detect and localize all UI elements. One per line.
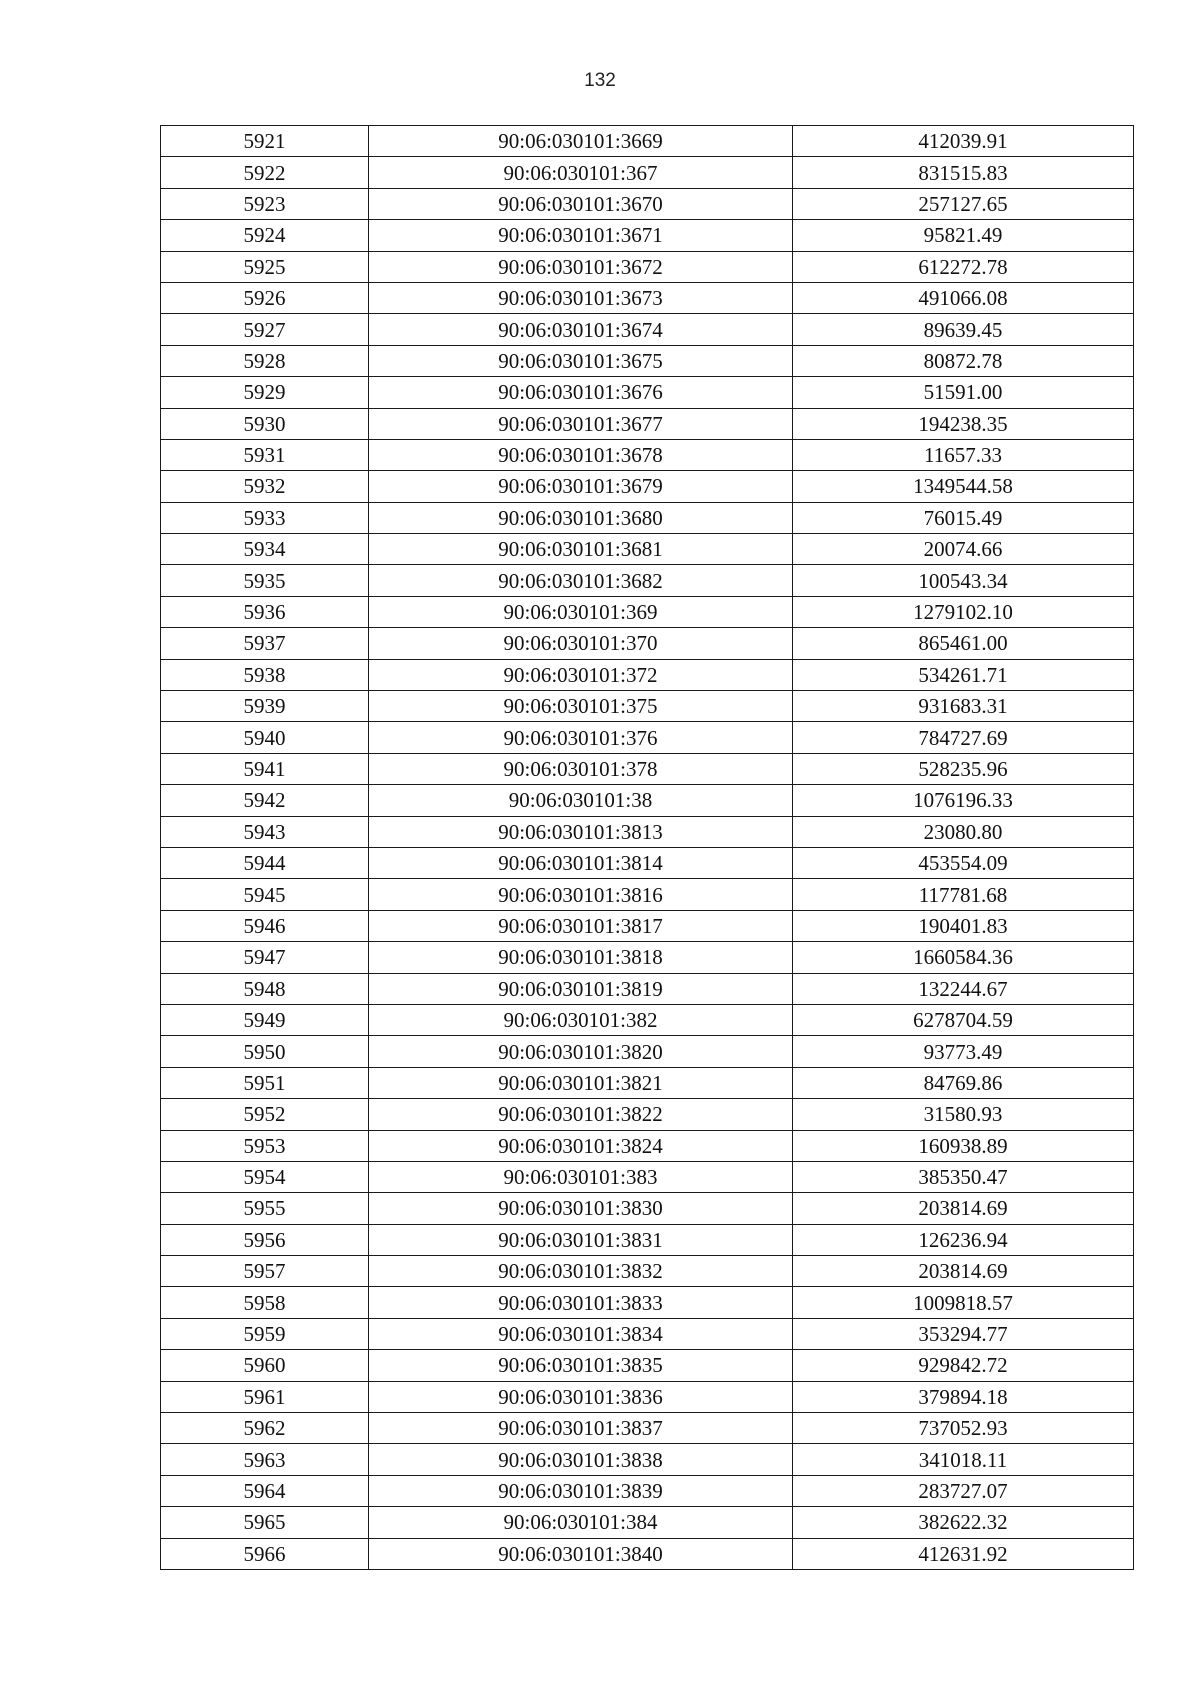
- cadastral-number-cell: 90:06:030101:3672: [369, 251, 793, 282]
- value-cell: 203814.69: [793, 1256, 1134, 1287]
- row-number-cell: 5966: [161, 1538, 369, 1569]
- value-cell: 23080.80: [793, 816, 1134, 847]
- row-number-cell: 5953: [161, 1130, 369, 1161]
- table-row: [161, 534, 1134, 565]
- value-cell: 1076196.33: [793, 785, 1134, 816]
- cadastral-number-cell: 90:06:030101:3670: [369, 188, 793, 219]
- value-cell: 93773.49: [793, 1036, 1134, 1067]
- table-row: [161, 220, 1134, 251]
- row-number-cell: 5959: [161, 1318, 369, 1349]
- row-number-cell: 5935: [161, 565, 369, 596]
- cadastral-number-cell: 90:06:030101:378: [369, 753, 793, 784]
- table-row: [161, 1350, 1134, 1381]
- cadastral-number-cell: 90:06:030101:3676: [369, 377, 793, 408]
- row-number-cell: 5939: [161, 691, 369, 722]
- table-row: [161, 439, 1134, 470]
- cadastral-number-cell: 90:06:030101:3681: [369, 534, 793, 565]
- value-cell: 6278704.59: [793, 1004, 1134, 1035]
- cadastral-number-cell: 90:06:030101:3816: [369, 879, 793, 910]
- value-cell: 737052.93: [793, 1413, 1134, 1444]
- row-number-cell: 5929: [161, 377, 369, 408]
- cadastral-number-cell: 90:06:030101:3675: [369, 345, 793, 376]
- cadastral-number-cell: 90:06:030101:3821: [369, 1067, 793, 1098]
- value-cell: 283727.07: [793, 1475, 1134, 1506]
- value-cell: 412631.92: [793, 1538, 1134, 1569]
- row-number-cell: 5937: [161, 628, 369, 659]
- value-cell: 76015.49: [793, 502, 1134, 533]
- value-cell: 257127.65: [793, 188, 1134, 219]
- row-number-cell: 5936: [161, 596, 369, 627]
- value-cell: 929842.72: [793, 1350, 1134, 1381]
- cadastral-number-cell: 90:06:030101:3838: [369, 1444, 793, 1475]
- cadastral-number-cell: 90:06:030101:3817: [369, 910, 793, 941]
- table-row: [161, 314, 1134, 345]
- row-number-cell: 5949: [161, 1004, 369, 1035]
- table-row: [161, 1507, 1134, 1538]
- row-number-cell: 5952: [161, 1099, 369, 1130]
- row-number-cell: 5932: [161, 471, 369, 502]
- value-cell: 203814.69: [793, 1193, 1134, 1224]
- value-cell: 412039.91: [793, 126, 1134, 157]
- table-row: [161, 157, 1134, 188]
- table-row: [161, 785, 1134, 816]
- value-cell: 353294.77: [793, 1318, 1134, 1349]
- table-row: [161, 942, 1134, 973]
- row-number-cell: 5958: [161, 1287, 369, 1318]
- data-table: [160, 125, 1134, 1570]
- value-cell: 491066.08: [793, 282, 1134, 313]
- cadastral-number-cell: 90:06:030101:370: [369, 628, 793, 659]
- value-cell: 865461.00: [793, 628, 1134, 659]
- cadastral-number-cell: 90:06:030101:372: [369, 659, 793, 690]
- value-cell: 453554.09: [793, 847, 1134, 878]
- row-number-cell: 5951: [161, 1067, 369, 1098]
- row-number-cell: 5944: [161, 847, 369, 878]
- table-row: [161, 659, 1134, 690]
- value-cell: 100543.34: [793, 565, 1134, 596]
- row-number-cell: 5960: [161, 1350, 369, 1381]
- table-row: [161, 377, 1134, 408]
- table-row: [161, 251, 1134, 282]
- cadastral-number-cell: 90:06:030101:3682: [369, 565, 793, 596]
- table-body: [161, 126, 1134, 1570]
- value-cell: 89639.45: [793, 314, 1134, 345]
- value-cell: 1660584.36: [793, 942, 1134, 973]
- row-number-cell: 5946: [161, 910, 369, 941]
- value-cell: 51591.00: [793, 377, 1134, 408]
- row-number-cell: 5922: [161, 157, 369, 188]
- row-number-cell: 5926: [161, 282, 369, 313]
- cadastral-number-cell: 90:06:030101:367: [369, 157, 793, 188]
- cadastral-number-cell: 90:06:030101:369: [369, 596, 793, 627]
- table-row: [161, 1224, 1134, 1255]
- cadastral-number-cell: 90:06:030101:375: [369, 691, 793, 722]
- value-cell: 126236.94: [793, 1224, 1134, 1255]
- value-cell: 931683.31: [793, 691, 1134, 722]
- value-cell: 784727.69: [793, 722, 1134, 753]
- row-number-cell: 5950: [161, 1036, 369, 1067]
- table-row: [161, 816, 1134, 847]
- cadastral-number-cell: 90:06:030101:3824: [369, 1130, 793, 1161]
- row-number-cell: 5940: [161, 722, 369, 753]
- table-row: [161, 596, 1134, 627]
- table-row: [161, 1067, 1134, 1098]
- row-number-cell: 5947: [161, 942, 369, 973]
- page-number: 132: [584, 70, 616, 91]
- cadastral-number-cell: 90:06:030101:3836: [369, 1381, 793, 1412]
- table-row: [161, 345, 1134, 376]
- cadastral-number-cell: 90:06:030101:3680: [369, 502, 793, 533]
- table-row: [161, 1036, 1134, 1067]
- row-number-cell: 5955: [161, 1193, 369, 1224]
- table-row: [161, 879, 1134, 910]
- table-row: [161, 1193, 1134, 1224]
- value-cell: 20074.66: [793, 534, 1134, 565]
- value-cell: 385350.47: [793, 1161, 1134, 1192]
- table-row: [161, 1287, 1134, 1318]
- table-row: [161, 753, 1134, 784]
- cadastral-number-cell: 90:06:030101:3831: [369, 1224, 793, 1255]
- value-cell: 379894.18: [793, 1381, 1134, 1412]
- cadastral-number-cell: 90:06:030101:3840: [369, 1538, 793, 1569]
- row-number-cell: 5941: [161, 753, 369, 784]
- cadastral-number-cell: 90:06:030101:3673: [369, 282, 793, 313]
- table-row: [161, 847, 1134, 878]
- cadastral-number-cell: 90:06:030101:3833: [369, 1287, 793, 1318]
- row-number-cell: 5964: [161, 1475, 369, 1506]
- table-row: [161, 1161, 1134, 1192]
- table-row: [161, 1004, 1134, 1035]
- cadastral-number-cell: 90:06:030101:383: [369, 1161, 793, 1192]
- value-cell: 95821.49: [793, 220, 1134, 251]
- value-cell: 190401.83: [793, 910, 1134, 941]
- table-row: [161, 502, 1134, 533]
- value-cell: 1009818.57: [793, 1287, 1134, 1318]
- row-number-cell: 5943: [161, 816, 369, 847]
- row-number-cell: 5923: [161, 188, 369, 219]
- value-cell: 80872.78: [793, 345, 1134, 376]
- table-row: [161, 722, 1134, 753]
- row-number-cell: 5925: [161, 251, 369, 282]
- value-cell: 1349544.58: [793, 471, 1134, 502]
- cadastral-number-cell: 90:06:030101:376: [369, 722, 793, 753]
- cadastral-number-cell: 90:06:030101:3678: [369, 439, 793, 470]
- cadastral-number-cell: 90:06:030101:3839: [369, 1475, 793, 1506]
- row-number-cell: 5927: [161, 314, 369, 345]
- cadastral-number-cell: 90:06:030101:3674: [369, 314, 793, 345]
- row-number-cell: 5962: [161, 1413, 369, 1444]
- row-number-cell: 5938: [161, 659, 369, 690]
- table-row: [161, 1130, 1134, 1161]
- table-row: [161, 628, 1134, 659]
- table-row: [161, 1538, 1134, 1569]
- cadastral-number-cell: 90:06:030101:384: [369, 1507, 793, 1538]
- cadastral-number-cell: 90:06:030101:3822: [369, 1099, 793, 1130]
- row-number-cell: 5965: [161, 1507, 369, 1538]
- table-row: [161, 188, 1134, 219]
- value-cell: 534261.71: [793, 659, 1134, 690]
- cadastral-number-cell: 90:06:030101:3834: [369, 1318, 793, 1349]
- row-number-cell: 5934: [161, 534, 369, 565]
- table-row: [161, 408, 1134, 439]
- cadastral-number-cell: 90:06:030101:3814: [369, 847, 793, 878]
- value-cell: 612272.78: [793, 251, 1134, 282]
- table-row: [161, 910, 1134, 941]
- value-cell: 11657.33: [793, 439, 1134, 470]
- value-cell: 194238.35: [793, 408, 1134, 439]
- row-number-cell: 5921: [161, 126, 369, 157]
- cadastral-number-cell: 90:06:030101:3671: [369, 220, 793, 251]
- cadastral-number-cell: 90:06:030101:3837: [369, 1413, 793, 1444]
- value-cell: 382622.32: [793, 1507, 1134, 1538]
- table-row: [161, 1318, 1134, 1349]
- row-number-cell: 5942: [161, 785, 369, 816]
- row-number-cell: 5961: [161, 1381, 369, 1412]
- row-number-cell: 5928: [161, 345, 369, 376]
- table-row: [161, 1413, 1134, 1444]
- value-cell: 831515.83: [793, 157, 1134, 188]
- table-row: [161, 1099, 1134, 1130]
- row-number-cell: 5930: [161, 408, 369, 439]
- cadastral-number-cell: 90:06:030101:3819: [369, 973, 793, 1004]
- cadastral-number-cell: 90:06:030101:382: [369, 1004, 793, 1035]
- row-number-cell: 5956: [161, 1224, 369, 1255]
- table-row: [161, 471, 1134, 502]
- table-row: [161, 1381, 1134, 1412]
- cadastral-number-cell: 90:06:030101:3813: [369, 816, 793, 847]
- row-number-cell: 5948: [161, 973, 369, 1004]
- cadastral-number-cell: 90:06:030101:3818: [369, 942, 793, 973]
- table-row: [161, 1444, 1134, 1475]
- row-number-cell: 5954: [161, 1161, 369, 1192]
- value-cell: 1279102.10: [793, 596, 1134, 627]
- value-cell: 528235.96: [793, 753, 1134, 784]
- value-cell: 160938.89: [793, 1130, 1134, 1161]
- row-number-cell: 5931: [161, 439, 369, 470]
- cadastral-number-cell: 90:06:030101:3679: [369, 471, 793, 502]
- value-cell: 132244.67: [793, 973, 1134, 1004]
- cadastral-number-cell: 90:06:030101:3832: [369, 1256, 793, 1287]
- table-row: [161, 1475, 1134, 1506]
- table-row: [161, 1256, 1134, 1287]
- cadastral-number-cell: 90:06:030101:3820: [369, 1036, 793, 1067]
- row-number-cell: 5924: [161, 220, 369, 251]
- table-row: [161, 282, 1134, 313]
- table-row: [161, 565, 1134, 596]
- cadastral-number-cell: 90:06:030101:3830: [369, 1193, 793, 1224]
- value-cell: 117781.68: [793, 879, 1134, 910]
- table-row: [161, 126, 1134, 157]
- cadastral-number-cell: 90:06:030101:3677: [369, 408, 793, 439]
- row-number-cell: 5963: [161, 1444, 369, 1475]
- cadastral-number-cell: 90:06:030101:3835: [369, 1350, 793, 1381]
- table-row: [161, 691, 1134, 722]
- cadastral-number-cell: 90:06:030101:38: [369, 785, 793, 816]
- table-row: [161, 973, 1134, 1004]
- row-number-cell: 5957: [161, 1256, 369, 1287]
- cadastral-number-cell: 90:06:030101:3669: [369, 126, 793, 157]
- value-cell: 31580.93: [793, 1099, 1134, 1130]
- value-cell: 84769.86: [793, 1067, 1134, 1098]
- row-number-cell: 5933: [161, 502, 369, 533]
- value-cell: 341018.11: [793, 1444, 1134, 1475]
- row-number-cell: 5945: [161, 879, 369, 910]
